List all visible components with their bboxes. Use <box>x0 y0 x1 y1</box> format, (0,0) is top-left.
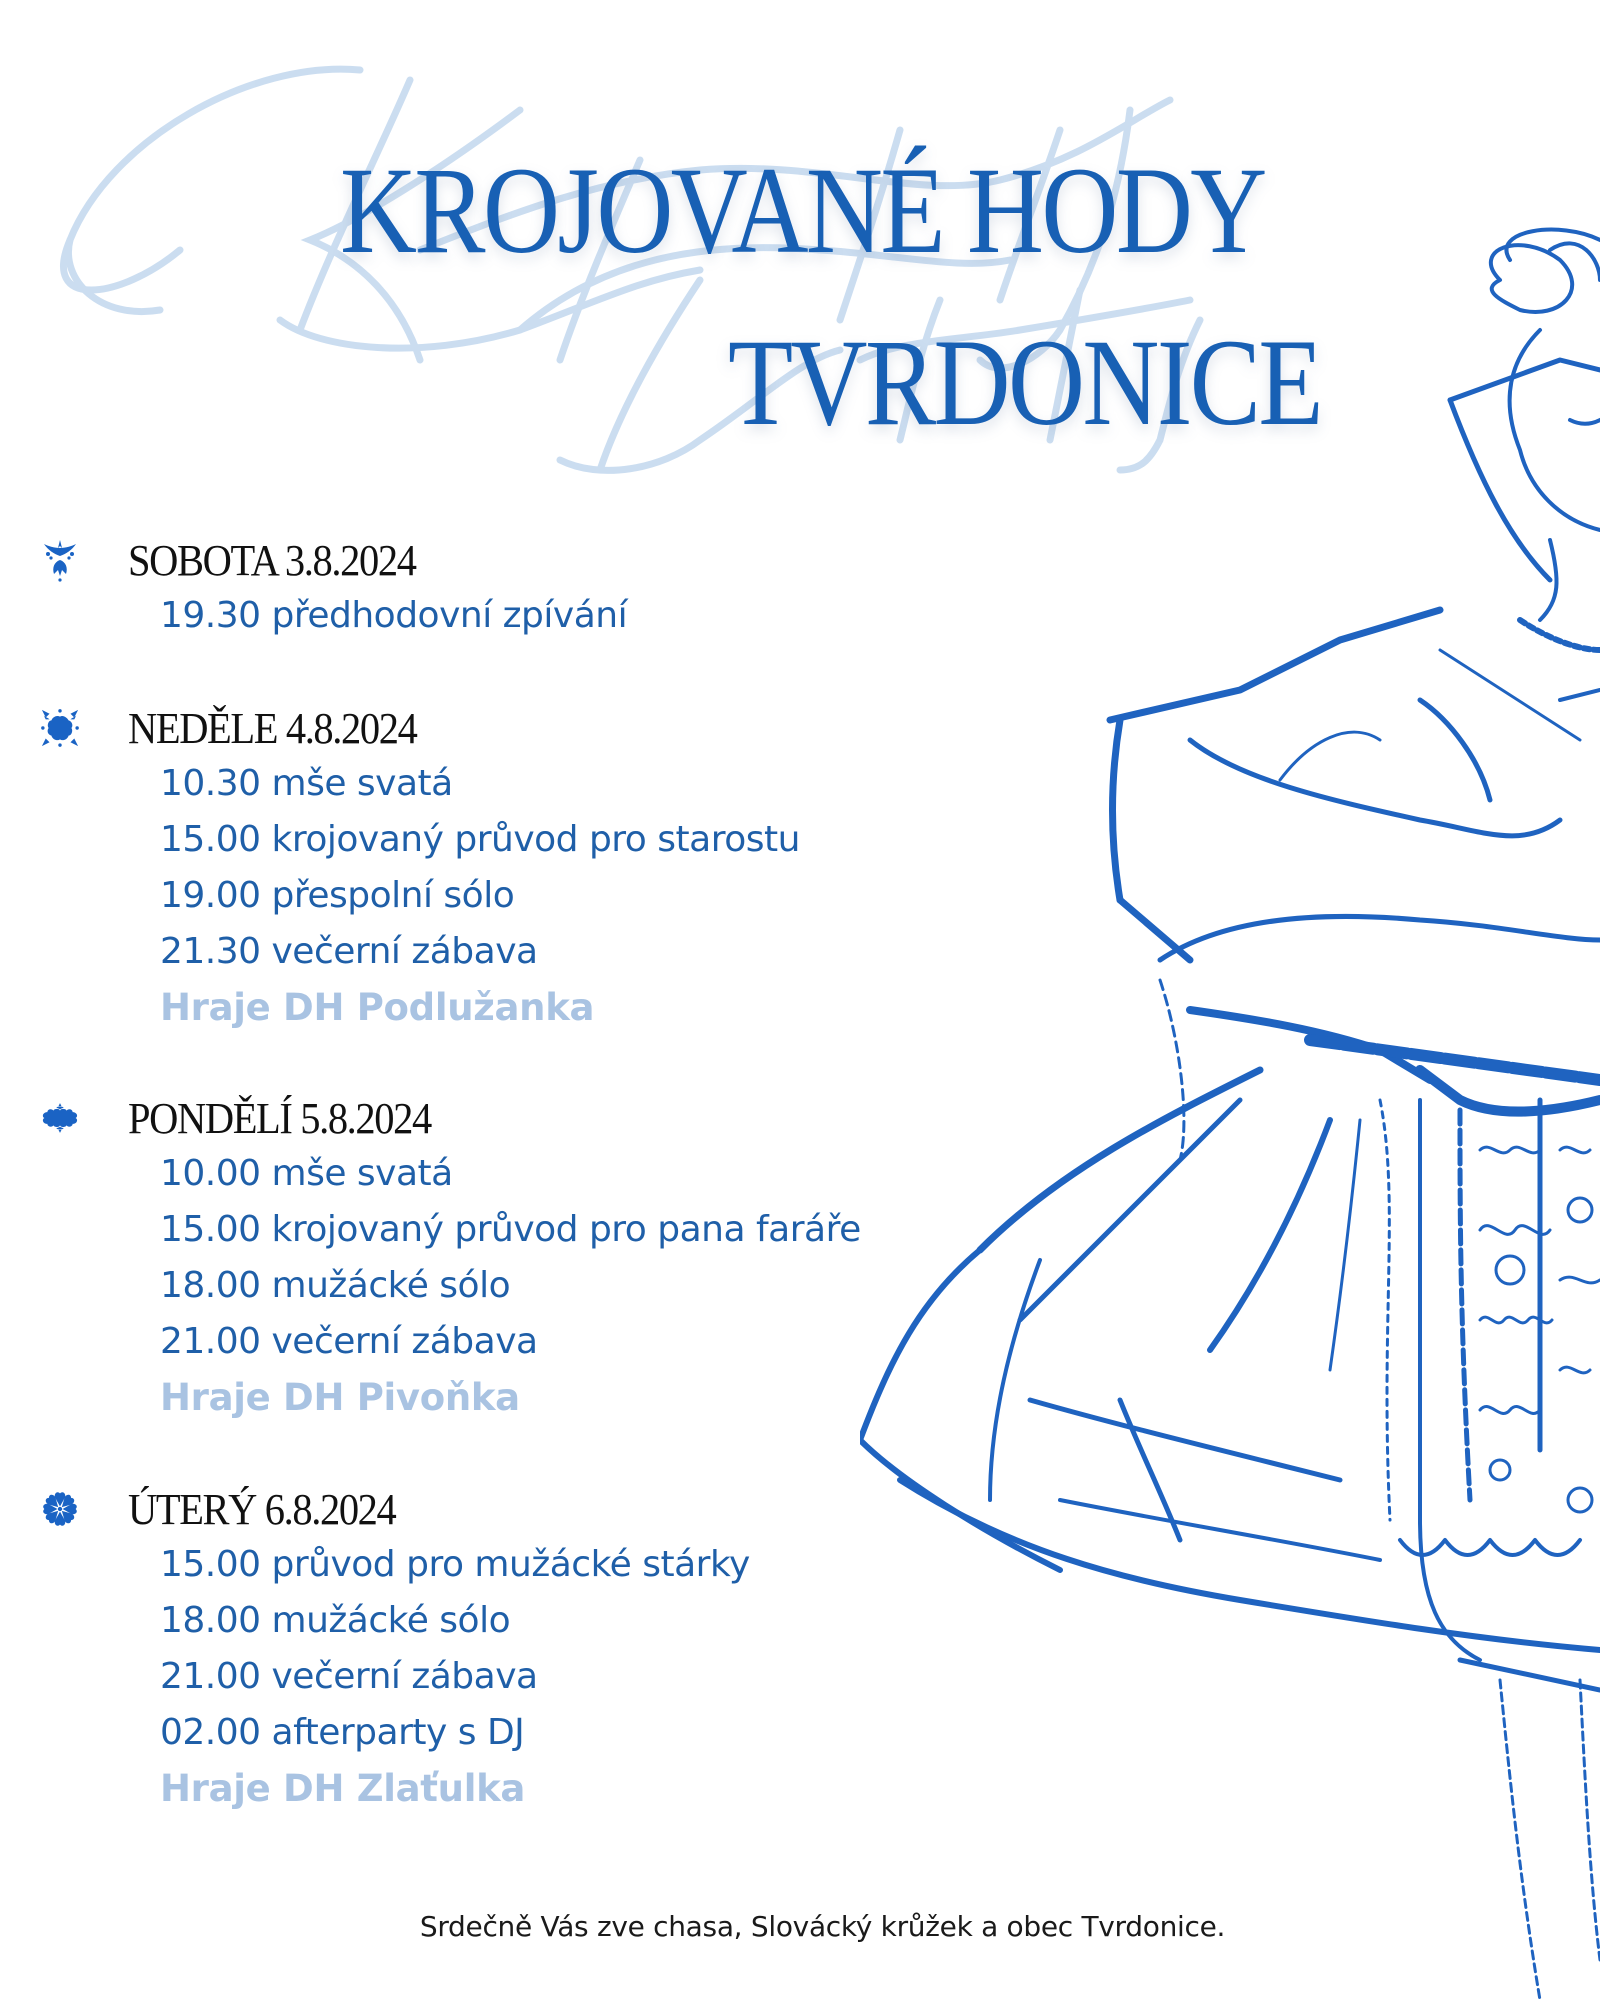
event-item: 10.00 mše svatá <box>160 1153 453 1194</box>
band-label: Hraje DH Pivoňka <box>160 1376 520 1419</box>
day-block-sunday <box>40 700 800 1036</box>
event-item: 15.00 krojovaný průvod pro starostu <box>160 819 800 860</box>
folk-costume-sketch-illustration <box>860 220 1600 2000</box>
event-item: 21.30 večerní zábava <box>160 931 538 972</box>
day-heading: NEDĚLE 4.8.2024 <box>128 703 417 753</box>
day-heading: SOBOTA 3.8.2024 <box>128 535 416 585</box>
event-item: 18.00 mužácké sólo <box>160 1600 511 1641</box>
event-item: 10.30 mše svatá <box>160 763 453 804</box>
day-block-monday <box>40 1090 861 1426</box>
event-item: 02.00 afterparty s DJ <box>160 1712 525 1753</box>
event-item: 21.00 večerní zábava <box>160 1321 538 1362</box>
footer-invitation: Srdečně Vás zve chasa, Slovácký krůžek a obec Tvrdonice. <box>419 1910 1226 1943</box>
event-item: 15.00 krojovaný průvod pro pana faráře <box>160 1209 861 1250</box>
title-line-2: TVRDONICE <box>728 314 1321 451</box>
event-item: 18.00 mužácké sólo <box>160 1265 511 1306</box>
title-line-1: KROJOVANÉ HODY <box>340 142 1265 279</box>
band-label: Hraje DH Podlužanka <box>160 986 595 1029</box>
day-heading: PONDĚLÍ 5.8.2024 <box>128 1093 431 1143</box>
event-item: 19.30 předhodovní zpívání <box>160 595 628 636</box>
band-label: Hraje DH Zlaťulka <box>160 1767 526 1810</box>
folk-cloud-ornament-icon <box>40 1096 80 1140</box>
event-item: 21.00 večerní zábava <box>160 1656 538 1697</box>
day-block-tuesday <box>40 1481 750 1817</box>
day-heading: ÚTERÝ 6.8.2024 <box>128 1484 396 1534</box>
event-item: 15.00 průvod pro mužácké stárky <box>160 1544 750 1585</box>
folk-heart-snowflake-icon <box>40 1487 80 1531</box>
day-block-saturday <box>40 532 627 644</box>
folk-flower-tile-icon <box>40 706 80 750</box>
event-item: 19.00 přespolní sólo <box>160 875 515 916</box>
folk-bird-ornament-icon <box>40 538 80 582</box>
